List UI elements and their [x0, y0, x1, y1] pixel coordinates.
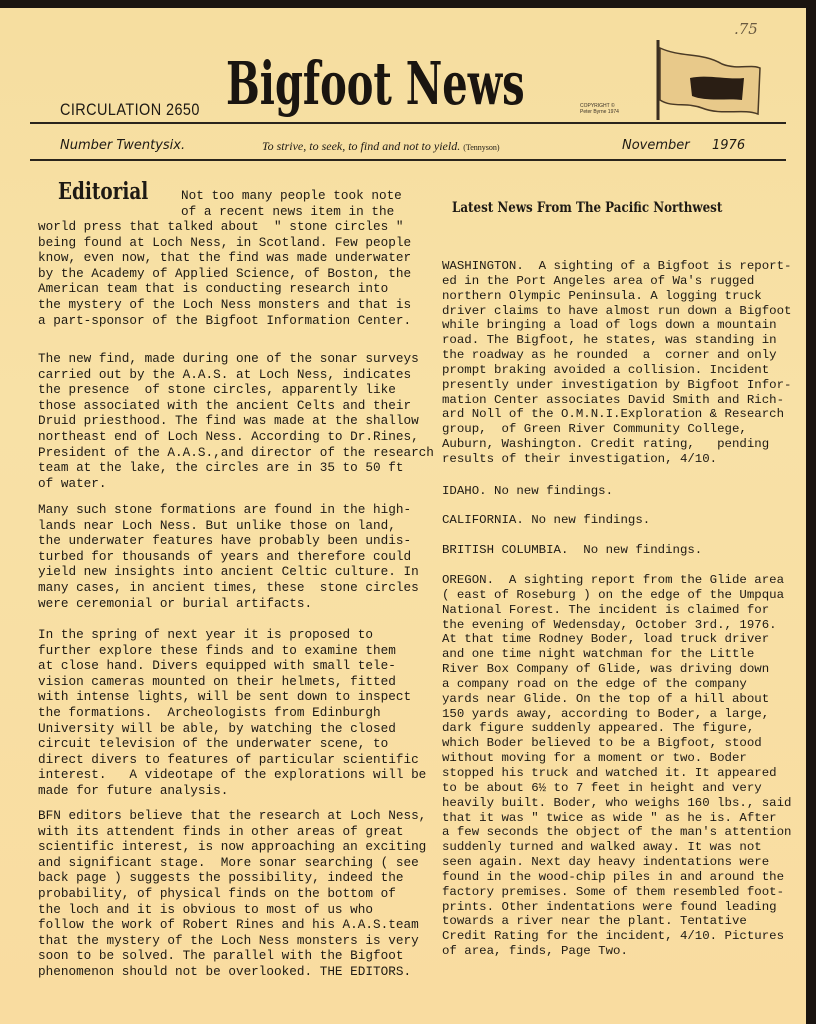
text-line: the mystery of the Loch Ness monsters and that is: [38, 296, 412, 312]
text-line: In the spring of next year it is proposed to: [38, 627, 374, 642]
text-line: mation Center associates David Smith and Rich-: [442, 392, 785, 407]
text-line: American team that is conducting research into: [38, 281, 389, 297]
editorial-paragraph: [38, 219, 411, 328]
text-line: soon to be solved. The parallel with the Bigfoot: [38, 948, 404, 964]
news-report-idaho: [442, 484, 613, 499]
text-line: BRITISH COLUMBIA. No new findings.: [442, 543, 703, 557]
editorial-paragraph: [38, 808, 426, 980]
text-line: follow the work of Robert Rines and his A.A.S.team: [38, 917, 419, 933]
text-line: towards a river near the plant. Tentative: [442, 914, 747, 929]
copyright-notice: [580, 103, 619, 115]
editorial-heading: Editorial: [58, 178, 149, 205]
circulation: CIRCULATION 2650: [60, 100, 200, 119]
text-line: circuit television of the underwater scene, to: [38, 736, 389, 752]
text-line: carried out by the A.A.S. at Loch Ness, indicates: [38, 366, 412, 382]
text-line: prompt braking avoided a collision. Incident: [442, 362, 770, 377]
text-line: yield new insights into ancient Celtic culture. In: [38, 564, 419, 580]
text-line: northeast end of Loch Ness. According to Dr.Rines,: [38, 428, 419, 444]
text-line: while bringing a load of logs down a mountain: [442, 318, 777, 333]
text-line: seen again. Next day heavy indentations were: [442, 855, 770, 870]
text-line: team at the lake, the circles are in 35 to 50 ft: [38, 460, 404, 476]
text-line: which Boder believed to be a Bigfoot, stood: [442, 736, 762, 751]
motto-text: To strive, to seek, to find and not to yield.: [262, 139, 461, 153]
issue-number: Number Twentysix.: [60, 138, 186, 153]
text-line: a part-sponsor of the Bigfoot Information Center.: [38, 312, 412, 328]
text-line: The new find, made during one of the sonar surveys: [38, 351, 419, 366]
text-line: ard Noll of the O.M.N.I.Exploration & Research: [442, 407, 785, 422]
text-line: of water.: [38, 475, 107, 491]
text-line: River Box Company of Glide, was driving down: [442, 662, 770, 677]
text-line: heavily built. Boder, who weighs 160 lbs., said: [442, 795, 792, 810]
copyright-owner: Peter Byrne 1974: [580, 109, 619, 115]
text-line: probability, of physical finds on the bottom of: [38, 885, 396, 901]
issue-month: November: [622, 138, 690, 153]
text-line: Many such stone formations are found in the high-: [38, 502, 412, 517]
text-line: the roadway as he rounded a corner and only: [442, 348, 777, 363]
text-line: factory premises. Some of them resembled foot-: [442, 884, 785, 899]
text-line: with intense lights, will be sent down to inspect: [38, 689, 412, 705]
text-line: suddenly turned and walked away. It was not: [442, 840, 762, 855]
text-line: being found at Loch Ness, in Scotland. Few people: [38, 234, 412, 250]
text-line: world press that talked about " stone circles ": [38, 219, 404, 234]
text-line: road. The Bigfoot, he states, was standing in: [442, 333, 777, 348]
text-line: and one time night watchman for the Little: [442, 647, 755, 662]
text-line: Auburn, Washington. Credit rating, pending: [442, 437, 770, 452]
masthead-rule-bottom: [30, 159, 786, 161]
text-line: found in the wood-chip piles in and around the: [442, 869, 785, 884]
text-line: made for future analysis.: [38, 782, 229, 798]
text-line: of a recent news item in the: [181, 203, 395, 219]
text-line: OREGON. A sighting report from the Glide area: [442, 573, 785, 587]
text-line: University will be able, by watching the closed: [38, 720, 396, 736]
motto: [262, 139, 500, 154]
text-line: BFN editors believe that the research at Loch Ness,: [38, 808, 427, 823]
text-line: dark figure suddenly appeared. The figure,: [442, 721, 755, 736]
text-line: At that time Rodney Boder, load truck driver: [442, 632, 770, 647]
text-line: driver claims to have almost run down a Bigfoot: [442, 303, 792, 318]
news-report-oregon: [442, 573, 791, 959]
text-line: that it was " twice as wide " as he is. After: [442, 810, 777, 825]
text-line: further explore these finds and to examine them: [38, 642, 396, 658]
text-line: direct divers to features of particular scientific: [38, 751, 419, 767]
issue-year: 1976: [712, 138, 746, 153]
text-line: a company road on the edge of the company: [442, 676, 747, 691]
text-line: by the Academy of Applied Science, of Boston, the: [38, 265, 412, 281]
text-line: Druid priesthood. The find was made at the shallow: [38, 413, 419, 429]
text-line: to be about 6½ to 7 feet in height and very: [442, 780, 762, 795]
text-line: many cases, in ancient times, these stone circles: [38, 579, 419, 595]
text-line: that the mystery of the Loch Ness monsters is very: [38, 932, 419, 948]
text-line: phenomenon should not be overlooked. THE EDITORS.: [38, 963, 412, 979]
text-line: National Forest. The incident is claimed for: [442, 602, 770, 617]
text-line: ( east of Roseburg ) on the edge of the Umpqua: [442, 587, 785, 602]
copyright-line: COPYRIGHT ©: [580, 103, 615, 109]
text-line: know, even now, that the find was made underwater: [38, 250, 412, 266]
text-line: IDAHO. No new findings.: [442, 484, 614, 498]
flag-icon: [652, 38, 764, 122]
text-line: yards near Glide. On the top of a hill about: [442, 691, 770, 706]
text-line: prints. Other indentations were found leading: [442, 899, 777, 914]
news-report-british-columbia: [442, 543, 702, 558]
text-line: at close hand. Divers equipped with small tele-: [38, 658, 396, 674]
text-line: and significant stage. More sonar searching ( see: [38, 854, 419, 870]
text-line: CALIFORNIA. No new findings.: [442, 513, 651, 527]
editorial-paragraph: [38, 502, 419, 611]
editorial-paragraph: [38, 351, 434, 491]
editorial-intro: [181, 188, 402, 219]
text-line: those associated with the ancient Celts and their: [38, 397, 412, 413]
text-line: the presence of stone circles, apparently like: [38, 382, 396, 398]
text-line: 150 yards away, according to Boder, a large,: [442, 706, 770, 721]
text-line: Credit Rating for the incident, 4/10. Pictures: [442, 929, 785, 944]
text-line: turbed for thousands of years and therefore could: [38, 548, 412, 564]
editorial-paragraph: [38, 627, 426, 799]
text-line: interest. A videotape of the explorations will be: [38, 767, 427, 783]
motto-attribution: (Tennyson): [463, 143, 500, 152]
masthead-rule-top: [30, 122, 786, 124]
text-line: presently under investigation by Bigfoot Infor-: [442, 377, 792, 392]
handwritten-price: .75: [734, 20, 758, 38]
text-line: results of their investigation, 4/10.: [442, 451, 718, 466]
text-line: with its attendent finds in other areas of great: [38, 823, 404, 839]
news-heading: Latest News From The Pacific Northwest: [452, 200, 723, 216]
text-line: lands near Loch Ness. But unlike those on land,: [38, 517, 396, 533]
text-line: group, of Green River Community College,: [442, 422, 747, 437]
text-line: the underwater features have probably been undis-: [38, 533, 412, 549]
text-line: back page ) suggests the possibility, indeed the: [38, 870, 404, 886]
text-line: a few seconds the object of the man's attention: [442, 825, 792, 840]
text-line: the evening of Wedensday, October 3rd., 1976.: [442, 617, 777, 632]
text-line: of area, finds, Page Two.: [442, 944, 628, 959]
text-line: stopped his truck and watched it. It appeared: [442, 765, 777, 780]
text-line: Not too many people took note: [181, 188, 402, 203]
text-line: scientific interest, is now approaching an exciting: [38, 839, 427, 855]
news-report-washington: [442, 259, 791, 467]
text-line: the loch and it is obvious to most of us who: [38, 901, 374, 917]
text-line: President of the A.A.S.,and director of the research: [38, 444, 434, 460]
news-report-california: [442, 513, 650, 528]
text-line: vision cameras mounted on their helmets, fitted: [38, 673, 396, 689]
text-line: WASHINGTON. A sighting of a Bigfoot is report-: [442, 259, 792, 273]
text-line: without moving for a moment or two. Boder: [442, 751, 747, 766]
text-line: the formations. Archeologists from Edinburgh: [38, 704, 381, 720]
text-line: northern Olympic Peninsula. A logging truck: [442, 288, 762, 303]
text-line: ed in the Port Angeles area of Wa's rugged: [442, 273, 755, 288]
masthead-title: Bigfoot News: [226, 48, 525, 119]
text-line: were ceremonial or burial artifacts.: [38, 595, 313, 611]
